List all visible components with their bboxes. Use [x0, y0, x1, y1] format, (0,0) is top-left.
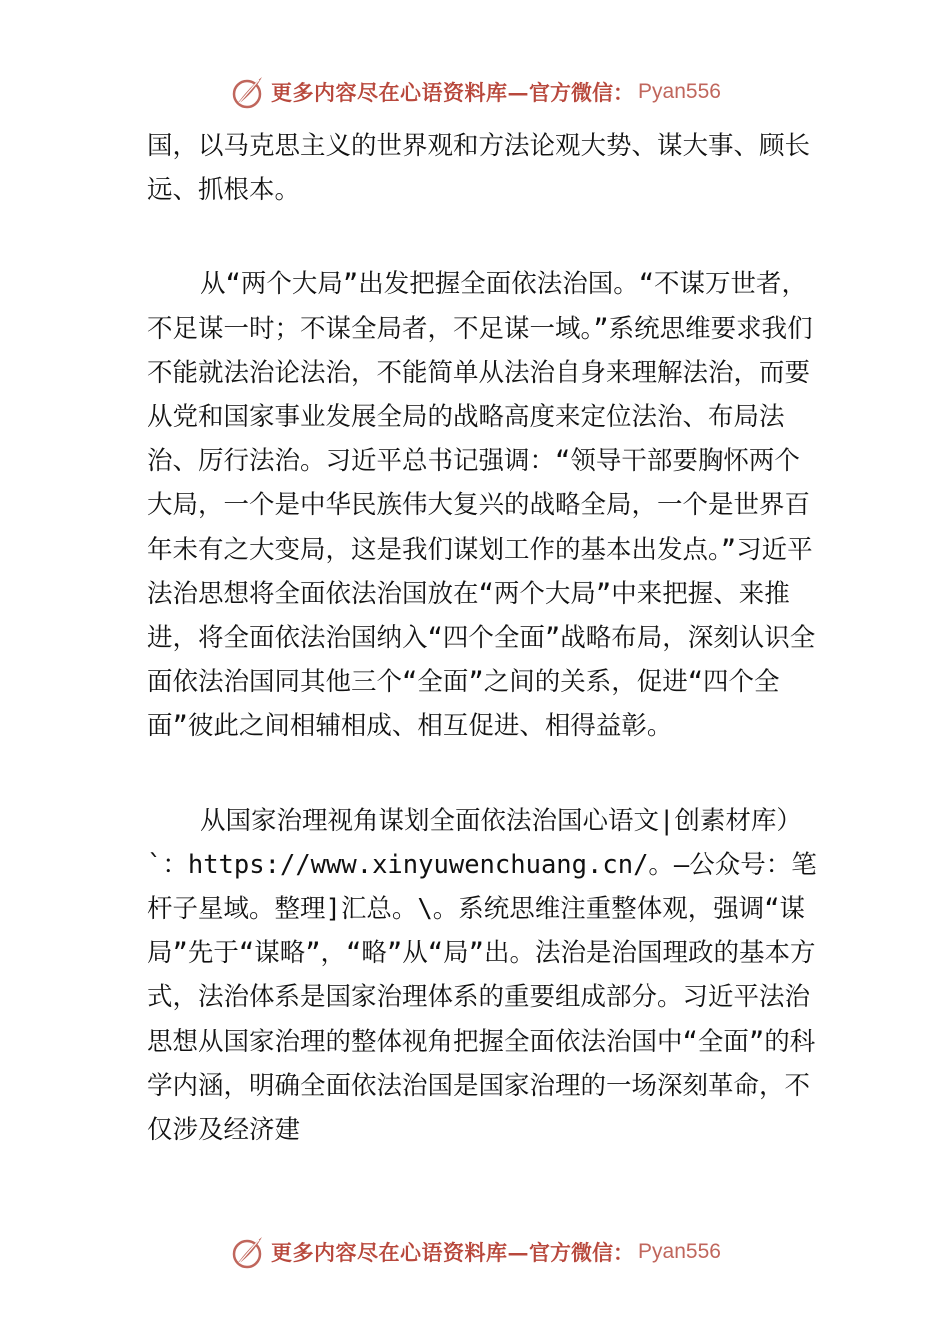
- header-banner: [0, 70, 950, 114]
- paragraph-two-overall-situations: 从“两个大局”出发把握全面依法治国。“不谋万世者，不足谋一时；不谋全局者，不足谋一域。”系统思维要求我们不能就法治论法治，不能简单从法治自身来理解法治，而要从党和国家事业发展全局的战略高度来定位法治、布局法治、厉行法治。习近平总书记强调：“领导干部要胸怀两个大局，一个是中华民族伟大复兴的战略全局，一个是世界百年未有之大变局，这是我们谋划工作的基本出发点。”习近平法治思想将全面依法治国放在“两个大局”中来把握、来推进，将全面依法治国纳入“四个全面”战略布局，深刻认识全面依法治国同其他三个“全面”之间的关系，促进“四个全面”彼此之间相辅相成、相互促进、相得益彰。: [147, 269, 816, 742]
- paragraph-national-governance: 从国家治理视角谋划全面依法治国心语文|创素材库）`：https://www.xinyuwenchuang.cn/。—公众号：笔杆子星域。整理]汇总。\。系统思维注重整体观，强调“谋局”先于“谋略”，“略”从“局”出。法治是治国理政的基本方式，法治体系是国家治理体系的重要组成部分。习近平法治思想从国家治理的整体视角把握全面依法治国中“全面”的科学内涵，明确全面依法治国是国家治理的一场深刻革命，不仅涉及经济建: [147, 805, 817, 1146]
- document-body: [147, 124, 817, 1152]
- banner-text: 更多内容尽在心语资料库—: [271, 80, 530, 105]
- wechat-label: 官方微信：: [529, 1240, 635, 1265]
- feather-quill-logo-icon: [229, 74, 265, 110]
- wechat-id: Pyan556: [638, 1240, 721, 1263]
- banner-text: 更多内容尽在心语资料库—: [271, 1240, 530, 1265]
- footer-banner: [0, 1230, 950, 1274]
- wechat-label: 官方微信：: [529, 80, 635, 105]
- wechat-id: Pyan556: [638, 80, 721, 103]
- paragraph-continuation: 国，以马克思主义的世界观和方法论观大势、谋大事、顾长远、抓根本。: [147, 131, 811, 206]
- feather-quill-logo-icon: [229, 1234, 265, 1270]
